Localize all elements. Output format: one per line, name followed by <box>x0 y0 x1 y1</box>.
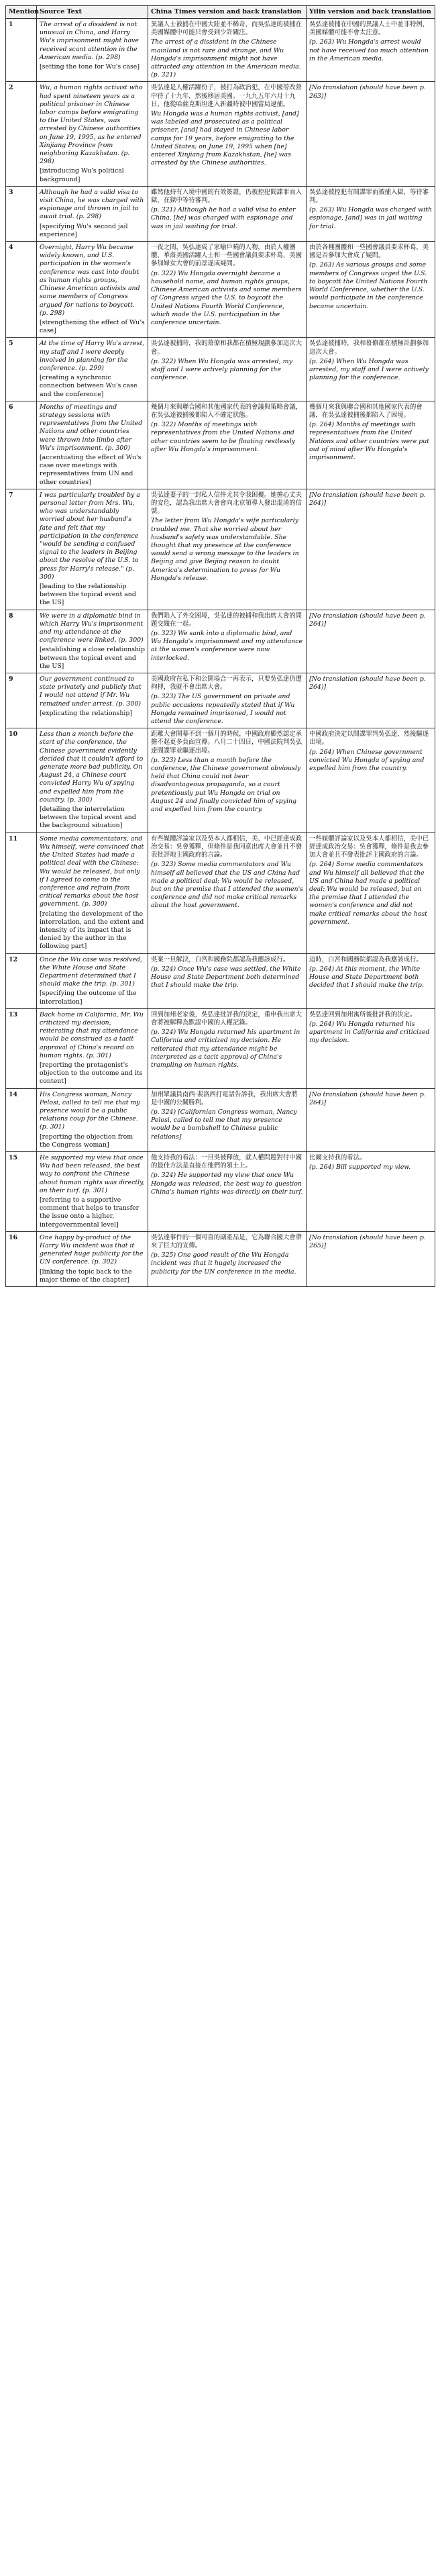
mention-number: 10 <box>6 728 37 832</box>
table-row <box>6 953 435 1008</box>
yilin-cell <box>307 953 435 1008</box>
source-text-cell <box>37 242 148 338</box>
china-times-back-translation: (p. 322) Months of meetings with representatives from the United Nations and other countries seem to be floating restlessly after Wu Hongda's imprisonment. <box>151 421 296 453</box>
yilin-chinese: 吳弘達被捕在中國的異議人士中並非特例，美國媒體可能不會太注意。 <box>309 21 429 37</box>
yilin-chinese: 比爾支持我的看法。 <box>309 1154 366 1161</box>
china-times-chinese: 吳弘達是人權活躍份子，被打為政治犯，在中國勞改營中待了十九年，然後移居美國。一九九五年六月十九日，他從哈薩克斯坦進入新疆時被中國當局逮捕。 <box>151 84 302 108</box>
yilin-cell <box>307 610 435 673</box>
source-text: We were in a diplomatic bind in which Harry Wu's imprisonment and my attendance at the conference were linked. (p. 300) <box>40 612 144 645</box>
source-note: [accentuating the effect of Wu's case over meetings with representatives from UN and other countries] <box>40 453 142 486</box>
table-row <box>6 1152 435 1232</box>
china-times-cell <box>148 338 307 401</box>
china-times-cell <box>148 610 307 673</box>
source-text: Some media commentators, and Wu himself, were convinced that the United States had made a political deal with the Chinese: Wu would be released, but only if I agreed to come to the conference and refrain from critical remarks about the host government. (p. 300) <box>40 834 144 908</box>
source-text-cell <box>37 338 148 401</box>
china-times-back-translation: Wu Hongda was a human rights activist, [and] was labeled and prosecuted as a political prisoner, [and] had stayed in Chinese labor camps for 19 years, before emigrating to the United States; on June 19, 1995 when [he] entered Xinjiang from Kazakhstan, [he] was arrested by the Chinese authorities. <box>151 110 299 167</box>
yilin-back-translation: [No translation (should have been p. 264)] <box>309 675 426 691</box>
source-text: One happy by-product of the Harry Wu incident was that it generated huge publicity for the UN conference. (p. 302) <box>40 1233 144 1266</box>
header-source-text: Source Text <box>37 6 148 19</box>
source-note: [setting the tone for Wu's case] <box>40 63 140 71</box>
china-times-chinese: 吳弘達被捕時，我的幕僚和我都在積極規劃參加這次大會。 <box>151 340 302 356</box>
table-row <box>6 1008 435 1088</box>
table-row <box>6 242 435 338</box>
china-times-back-translation: (p. 322) When Wu Hongda was arrested, my staff and I were actively planning for the conference. <box>151 357 292 382</box>
china-times-back-translation: (p. 324) He supported my view that once Wu Hongda was released, the best way to question China's human rights was directly on their turf. <box>151 1172 303 1196</box>
china-times-back-translation: (p. 323) The US government on private and public occasions repeatedly stated that if Wu Hongda remained imprisoned, I would not attend the conference. <box>151 693 295 726</box>
yilin-back-translation: (p. 264) When Chinese government convicted Wu Hongda of spying and expelled him from the country. <box>309 748 425 773</box>
yilin-back-translation: (p. 263) Wu Hongda was charged with espionage, [and] was in jail waiting for trial. <box>309 206 432 230</box>
source-text: I was particularly troubled by a personal letter from Mrs. Wu, who was understandably worried about her husband's fate and felt that my participation in the conference "would be sending a confused signal to the leaders in Beijing about the resolve of the U.S. to press for Harry's release." (p. 300) <box>40 491 140 581</box>
source-text-cell <box>37 1231 148 1286</box>
table-row <box>6 401 435 489</box>
source-note: [establishing a close relationship between the topical event and the US] <box>40 646 145 670</box>
table-row <box>6 728 435 832</box>
source-text: Less than a month before the start of the conference, the Chinese government evidently decided that it couldn't afford to generate more bad publicity. On August 24, a Chinese court convicted Harry Wu of spying and expelled him from the country. (p. 300) <box>40 730 144 804</box>
source-text: Overnight, Harry Wu became widely known, and U.S. participation in the women's conference was cast into doubt as human rights groups, Chinese American activists and some members of Congress argued for nations to boycott. (p. 298) <box>40 244 140 317</box>
china-times-chinese: 吳案一旦解決，白宮和國務院都認為我應該成行。 <box>151 955 290 963</box>
table-row <box>6 673 435 728</box>
yilin-chinese: 這時，白宮和國務院都認為我應該成行。 <box>309 955 423 963</box>
source-text: Although he had a valid visa to visit China, he was charged with espionage and thrown in jail to await trial. (p. 298) <box>40 188 144 221</box>
china-times-chinese: 幾個月來與聯合國和其他國家代表的會議與策略會議，在吳弘達被捕後都陷入不確定狀態。 <box>151 403 302 419</box>
yilin-chinese: 吳弘達被控犯有間諜罪而被捕入獄，等待審判。 <box>309 188 429 205</box>
yilin-cell <box>307 673 435 728</box>
yilin-cell <box>307 19 435 82</box>
source-note: [detailing the interrelation between the topical event and the background situation] <box>40 806 136 830</box>
table-row <box>6 186 435 241</box>
table-row <box>6 832 435 953</box>
table-row <box>6 610 435 673</box>
china-times-chinese: 美國政府在私下和公開場合一再表示，只要吳弘達仍遭拘押，我就不會出席大會。 <box>151 675 302 691</box>
source-text: At the time of Harry Wu's arrest, my staff and I were deeply involved in planning for the conference. (p. 299) <box>40 340 145 372</box>
yilin-cell <box>307 832 435 953</box>
china-times-chinese: 一夜之間，吳弘達成了家喻戶曉的人物，由於人權團體、華裔美國活躍人士和一些國會議員要求杯葛，美國參加婦女大會的前景遂成疑問。 <box>151 244 302 268</box>
yilin-cell <box>307 728 435 832</box>
mention-number: 11 <box>6 832 37 953</box>
yilin-cell <box>307 338 435 401</box>
source-text-cell <box>37 610 148 673</box>
china-times-chinese: 距離大會開幕不到一個月的時候，中國政府顯然認定承擔不起更多負面宣傳。八月二十四日，中國法院判吳弘達間諜罪並驅逐出境。 <box>151 730 302 755</box>
source-text: He supported my view that once Wu had been released, the best way to confront the Chinese about human rights was directly, on their turf. (p. 301) <box>40 1154 145 1194</box>
yilin-back-translation: (p. 263) As various groups and some members of Congress urged the U.S. to boycott the United Nations Fourth World Conference, whether the U.S. would participate in the conference became uncertain. <box>309 261 428 310</box>
source-text: Once the Wu case was resolved, the White House and State Department determined that I should make the trip. (p. 301) <box>40 955 143 988</box>
source-note: [creating a synchronic connection between Wu's case and the conference] <box>40 374 138 398</box>
yilin-chinese: 幾個月來我與聯合國和其他國家代表的會議，在吳弘達被捕後都陷入了困境。 <box>309 403 423 419</box>
mention-number: 1 <box>6 19 37 82</box>
china-times-back-translation: (p. 323) Some media commentators and Wu himself all believed that the US and China had made a political deal; Wu would be released, but on the premise that I attended the women's conference and did not make critical remarks about the host government. <box>151 861 303 910</box>
source-note: [strengthening the effect of Wu's case] <box>40 318 145 335</box>
mention-number: 4 <box>6 242 37 338</box>
source-text-cell <box>37 82 148 186</box>
china-times-back-translation: (p. 324) Once Wu's case was settled, the White House and State Department both determined that I should make the trip. <box>151 965 301 990</box>
china-times-chinese: 回到加州老家後，吳弘達批評我的決定，重申我出席大會將被解釋為默認中國的人權記錄。 <box>151 1010 302 1027</box>
china-times-cell <box>148 19 307 82</box>
source-note: [explicating the relationship] <box>40 709 133 717</box>
source-text: The arrest of a dissident is not unusual in China, and Harry Wu's imprisonment might have received scant attention in the American media. (p. 298) <box>40 21 139 61</box>
source-text-cell <box>37 1088 148 1151</box>
source-note: [reporting the protagonist's objection to the outcome and its content] <box>40 1061 143 1086</box>
source-note: [introducing Wu's political background] <box>40 167 124 183</box>
table-header-row <box>6 6 435 19</box>
china-times-cell <box>148 489 307 610</box>
table-row <box>6 82 435 186</box>
header-mention: Mention <box>6 6 37 19</box>
china-times-chinese: 有些媒體評論家以及吳本人都相信，美、中已經達成政治交易：吳會獲釋，但條件是我同意出席大會並且不發表批評地主國政府的言論。 <box>151 834 302 859</box>
source-text-cell <box>37 186 148 241</box>
source-note: [specifying Wu's second jail experience] <box>40 222 128 238</box>
source-text-cell <box>37 1008 148 1088</box>
header-china-times: China Times version and back translation <box>148 6 307 19</box>
table-body <box>6 19 435 1287</box>
yilin-cell <box>307 1008 435 1088</box>
source-note: [referring to a supportive comment that helps to transfer the issue onto a higher, intergovernmental level] <box>40 1196 140 1229</box>
yilin-back-translation: (p. 264) At this moment, the White House and State Department both decided that I should make the trip. <box>309 965 424 990</box>
yilin-back-translation: [No translation (should have been p. 264)] <box>309 612 426 628</box>
source-note: [specifying the outcome of the interrelation] <box>40 990 137 1006</box>
china-times-back-translation: (p. 323) We sank into a diplomatic bind, and Wu Hongda's imprisonment and my attendance at the women's conference were now interlocked. <box>151 630 303 662</box>
china-times-back-translation: The letter from Wu Hongda's wife particularly troubled me. That she worried about her husband's safety was understandable. She thought that my presence at the conference would send a wrong message to the leaders in Beijing and give Beijing reason to doubt America's determination to press for Wu Hongda's release. <box>151 517 299 582</box>
china-times-chinese: 加州眾議員南西·裴洛西打電話告訴我，我出席大會將是中國的公關勝利。 <box>151 1090 298 1106</box>
china-times-cell <box>148 832 307 953</box>
yilin-back-translation: [No translation (should have been p. 263)] <box>309 84 426 100</box>
china-times-cell <box>148 953 307 1008</box>
table-row <box>6 19 435 82</box>
table-row <box>6 1231 435 1286</box>
china-times-chinese: 吳弘達妻子的一封私人信件尤其令我困擾。她擔心丈夫的安危，認為我出席大會會向北京領導人發出混淆的信號。 <box>151 491 302 516</box>
yilin-chinese: 吳弘達被捕時，我和幕僚都在積極計劃參加這次大會。 <box>309 340 429 356</box>
china-times-back-translation: (p. 322) Wu Hongda overnight became a household name, and human rights groups, Chinese American activists and some members of Congress urged the U.S. to boycott the United Nations Fourth World Conference, which made the U.S. participation in the conference uncertain. <box>151 269 302 326</box>
source-note: [leading to the relationship between the topical event and the US] <box>40 583 136 607</box>
yilin-cell <box>307 1231 435 1286</box>
china-times-cell <box>148 673 307 728</box>
source-text-cell <box>37 1152 148 1232</box>
mention-number: 6 <box>6 401 37 489</box>
source-note: [linking the topic back to the major theme of the chapter] <box>40 1268 132 1284</box>
yilin-chinese: 由於各種團體和一些國會議員要求杯葛，美國是否參加大會成了疑問。 <box>309 244 429 260</box>
china-times-back-translation: (p. 325) One good result of the Wu Hongda incident was that it hugely increased the publicity for the UN conference in the media. <box>151 1251 296 1276</box>
yilin-cell <box>307 1152 435 1232</box>
source-text: His Congress woman, Nancy Pelosi, called to tell me that my presence would be a public relations coup for the Chinese. (p. 301) <box>40 1090 140 1131</box>
mention-number: 3 <box>6 186 37 241</box>
china-times-chinese: 雖然他持有入境中國的有效簽證，仍被控犯間諜罪而入獄，在獄中等待審判。 <box>151 188 302 205</box>
china-times-cell <box>148 82 307 186</box>
yilin-back-translation: (p. 264) Bill supported my view. <box>309 1163 411 1172</box>
source-text-cell <box>37 953 148 1008</box>
yilin-back-translation: [No translation (should have been p. 264)] <box>309 1090 426 1106</box>
source-note: [reporting the objection from the Congress woman] <box>40 1133 133 1149</box>
source-text: Back home in California, Mr. Wu criticized my decision, reiterating that my attendance would be construed as a tacit approval of China's record on human rights. (p. 301) <box>40 1010 144 1059</box>
china-times-cell <box>148 728 307 832</box>
yilin-cell <box>307 242 435 338</box>
table-row <box>6 489 435 610</box>
mention-number: 7 <box>6 489 37 610</box>
document-page <box>5 0 435 1287</box>
china-times-back-translation: (p. 324) [Californian Congress woman, Nancy Pelosi, called to tell me that my presence would be a bombshell to Chinese public relations] <box>151 1108 297 1141</box>
yilin-cell <box>307 489 435 610</box>
table-row <box>6 338 435 401</box>
china-times-cell <box>148 242 307 338</box>
yilin-chinese: 吳弘達回到加州寓所後批評我的決定。 <box>309 1010 417 1018</box>
yilin-back-translation: [No translation (should have been p. 264)] <box>309 491 426 507</box>
yilin-back-translation: (p. 264) Wu Hongda returned his apartment in California and criticized my decision. <box>309 1020 430 1045</box>
china-times-cell <box>148 1152 307 1232</box>
china-times-cell <box>148 1088 307 1151</box>
yilin-cell <box>307 186 435 241</box>
table-row <box>6 1088 435 1151</box>
yilin-back-translation: (p. 264) Months of meetings with representatives from the United Nations and other countries were put out of mind after Wu Hongda's imprisonment. <box>309 421 430 461</box>
mention-number: 12 <box>6 953 37 1008</box>
source-text-cell <box>37 19 148 82</box>
source-text-cell <box>37 832 148 953</box>
china-times-chinese: 他支持我的看法：一旦吳被釋放，就人權問題對付中國的最佳方法是直接在他們的領土上。 <box>151 1154 302 1170</box>
source-text-cell <box>37 489 148 610</box>
source-text-cell <box>37 673 148 728</box>
yilin-chinese: 中國政府決定以間諜罪判吳弘達，然後驅逐出境。 <box>309 730 429 747</box>
china-times-cell <box>148 186 307 241</box>
comparison-table <box>5 5 435 1287</box>
mention-number: 13 <box>6 1008 37 1088</box>
china-times-cell <box>148 401 307 489</box>
source-text: Our government continued to state privately and publicly that I would not attend if Mr. Wu remained under arrest. (p. 300) <box>40 675 142 708</box>
source-text-cell <box>37 401 148 489</box>
mention-number: 9 <box>6 673 37 728</box>
yilin-cell <box>307 1088 435 1151</box>
header-yilin: Yilin version and back translation <box>307 6 435 19</box>
mention-number: 5 <box>6 338 37 401</box>
yilin-back-translation: (p. 263) Wu Hongda's arrest would not have received too much attention in the American media. <box>309 38 429 62</box>
china-times-back-translation: (p. 323) Less than a month before the conference, the Chinese government obviously held that China could not bear disadvantageous propaganda, so a court pretentiously put Wu Hongda on trial on August 24 and finally convicted him of spying and expelled him from the country. <box>151 756 301 814</box>
source-text: Wu, a human rights activist who had spent nineteen years as a political prisoner in Chinese labor camps before emigrating to the United States, was arrested by Chinese authorities on June 19, 1995, as he entered Xinjiang Province from neighboring Kazakhstan. (p. 298) <box>40 84 143 166</box>
china-times-chinese: 我們陷入了外交困境，吳弘達的被捕和我出席大會的問題交織在一起。 <box>151 612 302 628</box>
yilin-cell <box>307 82 435 186</box>
china-times-cell <box>148 1231 307 1286</box>
mention-number: 14 <box>6 1088 37 1151</box>
source-note: [relating the development of the interrelation, and the extent and intensity of its impact that is denied by the author in the following part] <box>40 910 144 951</box>
china-times-chinese: 吳弘達事件的一個可喜的副產品是，它為聯合國大會帶來了巨大的宣傳。 <box>151 1233 302 1250</box>
china-times-back-translation: (p. 321) Although he had a valid visa to enter China, [he] was charged with espionage and was in jail waiting for trial. <box>151 206 296 230</box>
source-text: Months of meetings and strategy sessions with representatives from the United Nations and other countries were thrown into limbo after Wu's imprisonment. (p. 300) <box>40 403 143 452</box>
source-text-cell <box>37 728 148 832</box>
yilin-back-translation: (p. 264) Some media commentators and Wu himself all believed that the US and China had made a political deal: Wu would be released, but on the premise that I attended the women's conference and did not make critical remarks about the host government. <box>309 861 428 926</box>
mention-number: 16 <box>6 1231 37 1286</box>
yilin-back-translation: [No translation (should have been p. 265)] <box>309 1233 426 1250</box>
yilin-back-translation: (p. 264) When Wu Hongda was arrested, my staff and I were actively planning for the conference. <box>309 357 429 382</box>
china-times-back-translation: (p. 324) Wu Hongda returned his apartment in California and criticized my decision. He reiterated that my attendance might be interpreted as a tacit approval of China's trampling on human rights. <box>151 1029 300 1069</box>
mention-number: 15 <box>6 1152 37 1232</box>
china-times-cell <box>148 1008 307 1088</box>
yilin-chinese: 一些媒體評論家以及吳本人都相信，美中已經達成政治交易：吳會獲釋，條件是我去參加大會並且不發表批評主國政府的言論。 <box>309 834 429 859</box>
mention-number: 2 <box>6 82 37 186</box>
china-times-chinese: 異議人士被捕在中國大陸並不稀奇，而吳弘達的被捕在美國媒體中可能只會受到少許關注。 <box>151 21 302 37</box>
china-times-back-translation: The arrest of a dissident in the Chinese mainland is not rare and strange, and Wu Hongda's imprisonment might not have attracted any attention in the American media. (p. 321) <box>151 38 301 79</box>
yilin-cell <box>307 401 435 489</box>
mention-number: 8 <box>6 610 37 673</box>
